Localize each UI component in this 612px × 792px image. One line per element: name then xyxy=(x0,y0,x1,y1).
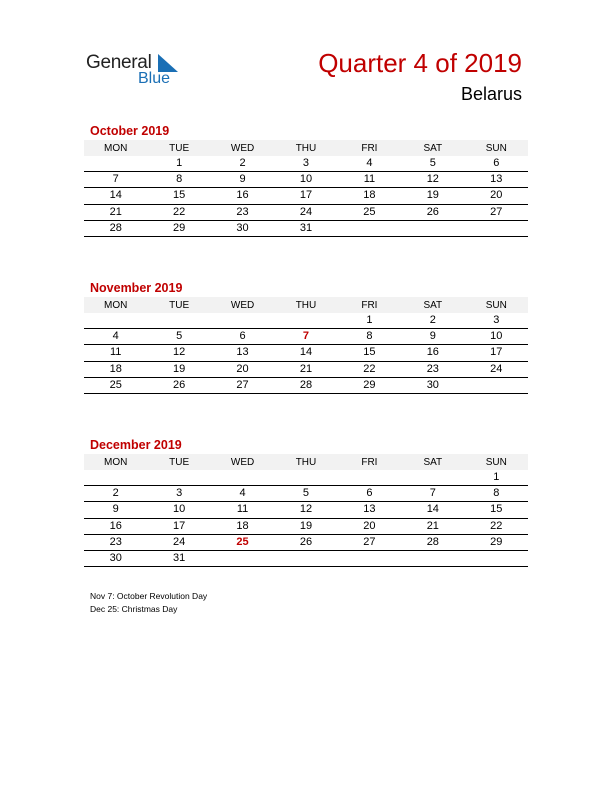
day-cell: 31 xyxy=(274,220,337,236)
day-cell: 27 xyxy=(211,377,274,393)
day-cell: 1 xyxy=(338,313,401,329)
day-cell: 16 xyxy=(401,345,464,361)
weekday-header: FRI xyxy=(338,140,401,156)
empty-day-cell xyxy=(465,220,528,236)
day-cell: 22 xyxy=(338,361,401,377)
day-cell: 24 xyxy=(147,534,210,550)
day-cell: 10 xyxy=(147,502,210,518)
day-cell: 20 xyxy=(338,518,401,534)
day-cell: 7 xyxy=(401,486,464,502)
day-cell: 26 xyxy=(401,204,464,220)
weekday-header: WED xyxy=(211,454,274,470)
month-october xyxy=(84,122,528,237)
logo-word-general: General xyxy=(86,52,152,73)
day-cell: 13 xyxy=(465,172,528,188)
day-cell: 14 xyxy=(274,345,337,361)
day-cell: 13 xyxy=(338,502,401,518)
weekday-header: FRI xyxy=(338,454,401,470)
day-cell: 29 xyxy=(147,220,210,236)
day-cell: 4 xyxy=(211,486,274,502)
day-cell: 18 xyxy=(338,188,401,204)
day-cell: 19 xyxy=(147,361,210,377)
day-cell: 1 xyxy=(465,470,528,486)
weekday-header: TUE xyxy=(147,140,210,156)
day-cell: 19 xyxy=(401,188,464,204)
day-cell: 4 xyxy=(338,156,401,172)
day-cell: 7 xyxy=(84,172,147,188)
day-cell: 25 xyxy=(84,377,147,393)
month-title: December 2019 xyxy=(90,438,182,452)
day-cell: 19 xyxy=(274,518,337,534)
day-cell: 18 xyxy=(84,361,147,377)
day-cell: 30 xyxy=(211,220,274,236)
day-cell: 11 xyxy=(338,172,401,188)
day-cell: 16 xyxy=(211,188,274,204)
day-cell: 21 xyxy=(84,204,147,220)
week-row xyxy=(84,518,528,534)
day-cell: 26 xyxy=(274,534,337,550)
day-cell: 3 xyxy=(274,156,337,172)
day-cell: 9 xyxy=(401,329,464,345)
weekday-header: WED xyxy=(211,140,274,156)
weekday-header: WED xyxy=(211,297,274,313)
empty-day-cell xyxy=(147,470,210,486)
day-cell: 16 xyxy=(84,518,147,534)
weekday-header: SUN xyxy=(465,297,528,313)
day-cell: 8 xyxy=(147,172,210,188)
weekday-header: SUN xyxy=(465,140,528,156)
day-cell: 23 xyxy=(84,534,147,550)
day-cell: 2 xyxy=(84,486,147,502)
weekday-header: MON xyxy=(84,140,147,156)
day-cell: 29 xyxy=(338,377,401,393)
week-row xyxy=(84,345,528,361)
empty-day-cell xyxy=(274,550,337,566)
day-cell: 17 xyxy=(147,518,210,534)
day-cell: 10 xyxy=(274,172,337,188)
month-december xyxy=(84,436,528,567)
empty-day-cell xyxy=(84,470,147,486)
logo xyxy=(86,50,196,90)
week-row xyxy=(84,502,528,518)
day-cell: 6 xyxy=(211,329,274,345)
weekday-header: TUE xyxy=(147,454,210,470)
month-november xyxy=(84,279,528,394)
day-cell: 13 xyxy=(211,345,274,361)
day-cell: 25 xyxy=(211,534,274,550)
weekday-header: THU xyxy=(274,454,337,470)
day-cell: 2 xyxy=(401,313,464,329)
page-title: Quarter 4 of 2019 xyxy=(318,48,522,78)
weekday-header: SAT xyxy=(401,454,464,470)
week-row xyxy=(84,534,528,550)
empty-day-cell xyxy=(274,313,337,329)
day-cell: 27 xyxy=(338,534,401,550)
empty-day-cell xyxy=(274,470,337,486)
day-cell: 15 xyxy=(465,502,528,518)
day-cell: 30 xyxy=(401,377,464,393)
empty-day-cell xyxy=(338,470,401,486)
day-cell: 9 xyxy=(84,502,147,518)
weekday-header-row xyxy=(84,297,528,313)
week-row xyxy=(84,156,528,172)
empty-day-cell xyxy=(211,470,274,486)
week-row xyxy=(84,550,528,566)
weekday-header: SAT xyxy=(401,297,464,313)
empty-day-cell xyxy=(211,550,274,566)
day-cell: 15 xyxy=(147,188,210,204)
holiday-note: Dec 25: Christmas Day xyxy=(90,604,178,614)
empty-day-cell xyxy=(211,313,274,329)
day-cell: 28 xyxy=(401,534,464,550)
week-row xyxy=(84,329,528,345)
weekday-header: THU xyxy=(274,297,337,313)
empty-day-cell xyxy=(401,470,464,486)
week-row xyxy=(84,361,528,377)
day-cell: 12 xyxy=(147,345,210,361)
day-cell: 29 xyxy=(465,534,528,550)
weekday-header: MON xyxy=(84,297,147,313)
empty-day-cell xyxy=(401,220,464,236)
empty-day-cell xyxy=(338,220,401,236)
day-cell: 11 xyxy=(211,502,274,518)
day-cell: 8 xyxy=(338,329,401,345)
day-cell: 15 xyxy=(338,345,401,361)
month-title: November 2019 xyxy=(90,281,183,295)
day-cell: 21 xyxy=(274,361,337,377)
logo-word-blue: Blue xyxy=(138,70,171,87)
day-cell: 5 xyxy=(401,156,464,172)
weekday-header: THU xyxy=(274,140,337,156)
day-cell: 6 xyxy=(338,486,401,502)
empty-day-cell xyxy=(465,377,528,393)
day-cell: 17 xyxy=(465,345,528,361)
day-cell: 5 xyxy=(274,486,337,502)
empty-day-cell xyxy=(465,550,528,566)
day-cell: 5 xyxy=(147,329,210,345)
day-cell: 31 xyxy=(147,550,210,566)
weekday-header-row xyxy=(84,140,528,156)
month-title: October 2019 xyxy=(90,124,170,138)
day-cell: 6 xyxy=(465,156,528,172)
day-cell: 28 xyxy=(84,220,147,236)
weekday-header: TUE xyxy=(147,297,210,313)
calendar-table xyxy=(84,140,528,237)
weekday-header: SUN xyxy=(465,454,528,470)
day-cell: 1 xyxy=(147,156,210,172)
day-cell: 3 xyxy=(147,486,210,502)
day-cell: 20 xyxy=(465,188,528,204)
week-row xyxy=(84,486,528,502)
country-name: Belarus xyxy=(460,84,522,104)
day-cell: 27 xyxy=(465,204,528,220)
day-cell: 4 xyxy=(84,329,147,345)
day-cell: 23 xyxy=(401,361,464,377)
day-cell: 12 xyxy=(274,502,337,518)
week-row xyxy=(84,204,528,220)
day-cell: 8 xyxy=(465,486,528,502)
day-cell: 22 xyxy=(465,518,528,534)
empty-day-cell xyxy=(84,156,147,172)
calendar-table xyxy=(84,454,528,567)
day-cell: 12 xyxy=(401,172,464,188)
day-cell: 14 xyxy=(84,188,147,204)
empty-day-cell xyxy=(338,550,401,566)
day-cell: 3 xyxy=(465,313,528,329)
day-cell: 9 xyxy=(211,172,274,188)
week-row xyxy=(84,188,528,204)
weekday-header: SAT xyxy=(401,140,464,156)
day-cell: 7 xyxy=(274,329,337,345)
empty-day-cell xyxy=(401,550,464,566)
day-cell: 10 xyxy=(465,329,528,345)
weekday-header-row xyxy=(84,454,528,470)
day-cell: 17 xyxy=(274,188,337,204)
day-cell: 30 xyxy=(84,550,147,566)
weekday-header: FRI xyxy=(338,297,401,313)
day-cell: 23 xyxy=(211,204,274,220)
week-row xyxy=(84,220,528,236)
week-row xyxy=(84,172,528,188)
day-cell: 14 xyxy=(401,502,464,518)
weekday-header: MON xyxy=(84,454,147,470)
day-cell: 28 xyxy=(274,377,337,393)
day-cell: 18 xyxy=(211,518,274,534)
day-cell: 24 xyxy=(465,361,528,377)
holiday-notes xyxy=(90,590,207,616)
day-cell: 11 xyxy=(84,345,147,361)
week-row xyxy=(84,313,528,329)
holiday-note: Nov 7: October Revolution Day xyxy=(90,591,208,601)
empty-day-cell xyxy=(84,313,147,329)
day-cell: 21 xyxy=(401,518,464,534)
day-cell: 26 xyxy=(147,377,210,393)
day-cell: 25 xyxy=(338,204,401,220)
day-cell: 20 xyxy=(211,361,274,377)
empty-day-cell xyxy=(147,313,210,329)
week-row xyxy=(84,377,528,393)
day-cell: 24 xyxy=(274,204,337,220)
week-row xyxy=(84,470,528,486)
calendar-table xyxy=(84,297,528,394)
day-cell: 22 xyxy=(147,204,210,220)
day-cell: 2 xyxy=(211,156,274,172)
